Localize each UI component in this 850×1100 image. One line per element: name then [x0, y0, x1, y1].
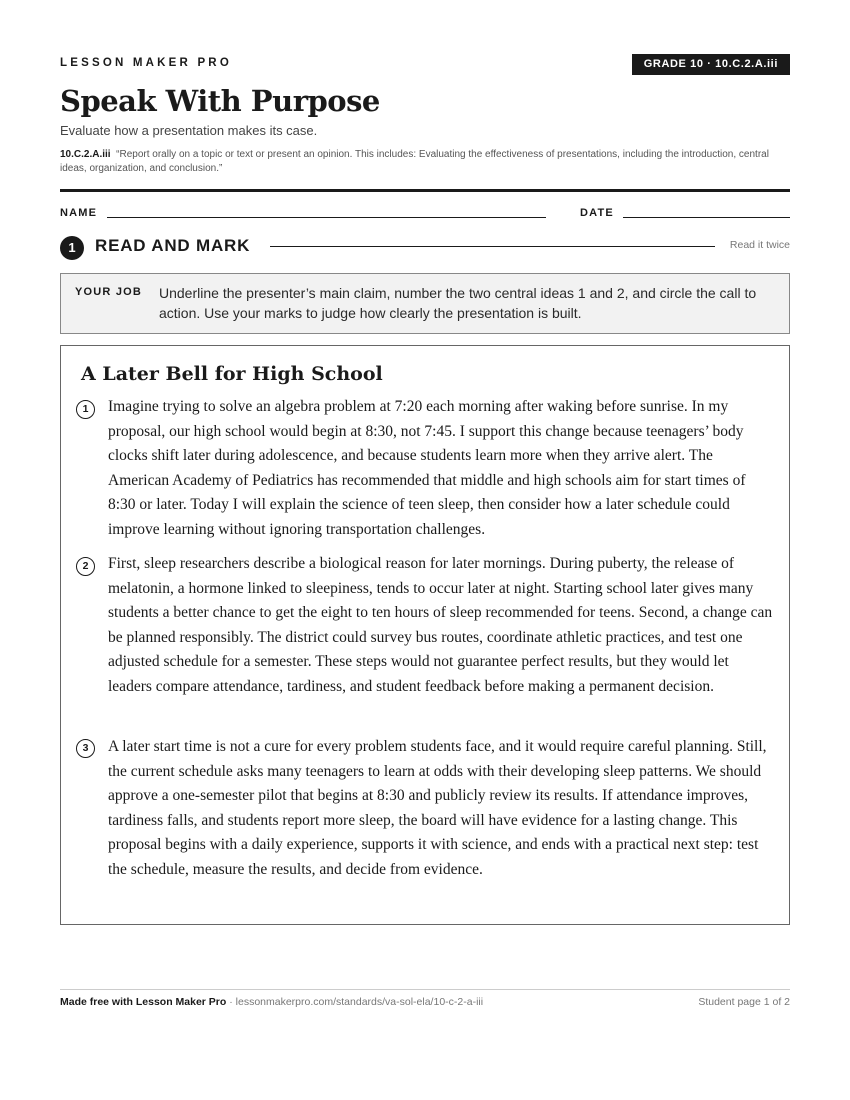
name-label: NAME — [60, 207, 98, 219]
standard-description — [60, 148, 790, 176]
paragraph-1: Imagine trying to solve an algebra problem at 7:20 each morning after waking before sunrise. In my proposal, our high school would begin at 8:30, not 7:45. I support this change because teenagers’ body clocks shift later during adolescence, and because students learn more when they arrive alert. The American Academy of Pediatrics has recommended that middle and high schools aim for start times of 8:30 or later. Today I will explain the science of teen sleep, then consider how a later schedule could improve learning without ignoring transportation challenges. — [108, 398, 746, 538]
paragraph-number-2: 2 — [76, 557, 95, 576]
paragraph-3: A later start time is not a cure for every problem students face, and it would require careful planning. Still, the current schedule asks many teenagers to learn at odds with their developing sleep patterns. We should approve a one-semester pilot that begins at 8:30 and publicly review its results. If attendance improves, tardiness falls, and students report more sleep, the board will have evidence for a lasting change. This proposal begins with a daily experience, supports it with science, and ends with a practical next step: test the schedule, measure the results, and decide from evidence. — [108, 738, 767, 878]
section-note: Read it twice — [729, 239, 790, 251]
footer-made-with: Made free with Lesson Maker Pro — [60, 996, 227, 1008]
date-label: DATE — [580, 207, 614, 219]
instructions-label: YOUR JOB — [75, 286, 143, 298]
page-subtitle: Evaluate how a presentation makes its case. — [60, 123, 318, 138]
footer-divider — [60, 989, 790, 990]
date-field[interactable] — [623, 217, 790, 218]
paragraph-number-1: 1 — [76, 400, 95, 419]
passage-box — [60, 345, 790, 925]
footer-page-number: Student page 1 of 2 — [698, 996, 790, 1008]
standard-code: 10.C.2.A.iii — [60, 149, 111, 160]
paragraph-2: First, sleep researchers describe a biological reason for later mornings. During puberty, the release of melatonin, a hormone linked to sleepiness, tends to occur later at night. Starting school later gives many students a better chance to get the eight to ten hours of sleep recommended for teens. Second, a change can be planned responsibly. The district could survey bus routes, coordinate athletic practices, and test one adjusted schedule for a semester. These steps would not guarantee perfect results, but they would let leaders compare attendance, tardiness, and student feedback before making a permanent decision. — [108, 555, 773, 695]
header-divider — [60, 189, 790, 192]
paragraph-number-3: 3 — [76, 739, 95, 758]
section-rule — [270, 246, 715, 247]
brand-name: LESSON MAKER PRO — [60, 57, 232, 69]
footer-url[interactable]: · lessonmakerpro.com/standards/va-sol-ela/10-c-2-a-iii — [226, 996, 484, 1008]
section-number-badge: 1 — [60, 236, 84, 260]
instructions-text: Underline the presenter’s main claim, number the two central ideas 1 and 2, and circle the call to action. Use your marks to judge how clearly the presentation is built. — [159, 285, 757, 321]
passage-title: A Later Bell for High School — [81, 363, 383, 385]
footer-credit — [60, 996, 483, 1008]
name-field[interactable] — [107, 217, 546, 218]
standard-text: “Report orally on a topic or text or present an opinion. This includes: Evaluating the effectiveness of presentations, including the introduction, central ideas, organization, and conclusion.” — [60, 149, 769, 174]
instructions-box — [60, 273, 790, 334]
section-title: READ AND MARK — [95, 236, 251, 255]
page-title: Speak With Purpose — [60, 84, 380, 118]
grade-standard-badge: GRADE 10 · 10.C.2.A.iii — [632, 54, 790, 75]
